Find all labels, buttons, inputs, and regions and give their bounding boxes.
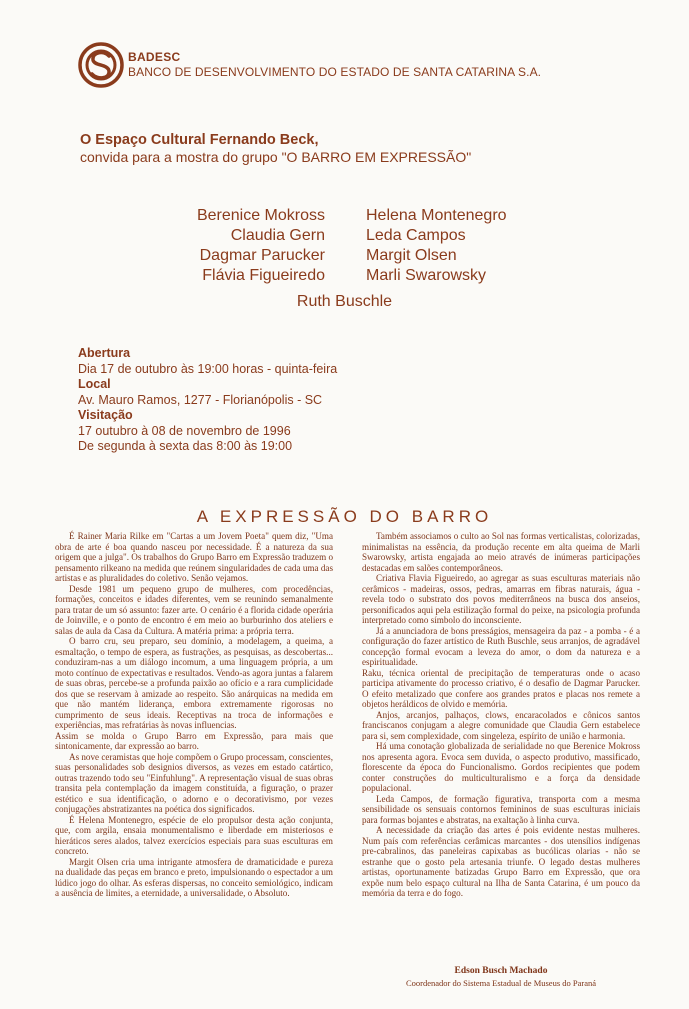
article-paragraph: Leda Campos, de formação figurativa, transporta com a mesma sensibilidade os sensuais contornos femininos de suas esculturas iniciais para formas bojantes e abstratas, na exaltação à linha curva. <box>362 793 640 825</box>
article-paragraph: Criativa Flavia Figueiredo, ao agregar as suas esculturas materiais não cerâmicos - madeiras, ossos, pedras, amarras em fibras naturais, água - revela todo o substrato dos povos mediterrâneos na busca dos anseios, personificados aqui pela estilização formal do peixe, na psicologia profunda interpretado como símbolo do inconsciente. <box>362 573 640 625</box>
article-paragraph: Anjos, arcanjos, palhaços, clows, encaracolados e cônicos santos franciscanos conjugam a alegre comunidade que Claudia Gern estabelece para si, sem complexidade, com singeleza, espírito de união e harmonia. <box>362 709 640 741</box>
artist-name: Dagmar Parucker <box>199 247 325 264</box>
artist-name: Claudia Gern <box>230 227 325 244</box>
badesc-logo-icon <box>78 42 124 88</box>
artist-name: Marli Swarowsky <box>366 267 487 284</box>
artist-name-center: Ruth Buschle <box>296 293 393 310</box>
article-title: A EXPRESSÃO DO BARRO <box>196 507 493 526</box>
bank-full-name: BANCO DE DESENVOLVIMENTO DO ESTADO DE SANTA CATARINA S.A. <box>128 65 542 79</box>
artist-name: Leda Campos <box>366 227 466 244</box>
article-paragraph: Margit Olsen cria uma intrigante atmosfera de dramaticidade e pureza na dualidade das peças em branco e preto, impulsionando o espectador a um lúdico jogo do olhar. As esferas dispersas, no conceito semiológico, indicam a ausência de limites, a eternidade, a universalidade, o Absoluto. <box>55 856 333 898</box>
abertura-heading: Abertura <box>78 346 131 360</box>
article-paragraph: A necessidade da criação das artes é pois evidente nestas mulheres. Num país com referências cerâmicas marcantes - dos utensílios indígenas pre-cabralinos, das paneleiras capixabas as bucólicas olarias - não se estranhe que o gosto pela artesania triunfe. O legado destas mulheres artistas, oportunamente batizadas Grupo Barro em Expressão, que ora expõe num belo espaço cultural na Ilha de Santa Catarina, é um pouco da memória da terra e do fogo. <box>362 825 640 898</box>
local-heading: Local <box>78 377 111 391</box>
invitation-line-1: O Espaço Cultural Fernando Beck, <box>80 132 319 148</box>
signature-name: Edson Busch Machado <box>454 966 548 976</box>
local-text: Av. Mauro Ramos, 1277 - Florianópolis - SC <box>78 392 323 407</box>
signature-role: Coordenador do Sistema Estadual de Museus do Paraná <box>405 978 597 988</box>
bank-short-name: BADESC <box>128 50 181 64</box>
article-paragraph: Desde 1981 um pequeno grupo de mulheres, com procedências, formações, conceitos e idades diferentes, vem se reunindo semanalmente para tratar de um só assunto: fazer arte. O cenário é a florida cidade operária de Joinville, e o ponto de encontro é em meio ao burburinho dos ateliers e salas de aula da Casa da Cultura. A matéria prima: a própria terra. <box>55 583 333 636</box>
article-paragraph: Raku, técnica oriental de precipitação de temperaturas onde o acaso participa ativamente do processo criativo, é o desafio de Dagmar Parucker. O efeito metalizado que confere aos grandes pratos e placas nos remete a objetos heráldicos de olvido e memória. <box>362 667 640 709</box>
artists-right-column <box>366 206 507 286</box>
article-paragraph: Também associamos o culto ao Sol nas formas verticalistas, colorizadas, minimalistas na essência, da produção recente em alta queima de Marli Swarowsky, artista engajada ao meio através de inúmeras participações destacadas em salões contemporâneos. <box>362 531 640 573</box>
visitacao-text-1: 17 outubro à 08 de novembro de 1996 <box>78 423 291 438</box>
article-paragraph: É Helena Montenegro, espécie de elo propulsor desta ação conjunta, que, com argila, ensaia monumentalismo e liberdade em misteriosos e hieráticos seres alados, talvez exercícios especiais para suas esculturas em concreto. <box>55 814 333 856</box>
event-info <box>78 346 337 455</box>
article-paragraph: O barro cru, seu preparo, seu domínio, a modelagem, a queima, a esmaltação, o tempo de espera, as fustrações, as pesquisas, as descobertas... conduziram-nas a um diálogo incomum, a uma linguagem própria, a um moto contínuo de expectativas e resultados. Vendo-as agora juntas a falarem de suas obras, percebe-se a profunda paixão ao ofício e a rara cumplicidade dos que se reservam à amizade ao respeito. São anárquicas na medida em que não mantém liderança, embora extremamente rigorosas no cumprimento de seus ideais. Receptivas na troca de informações e experiências, mas refratárias às novas influencias. <box>55 636 333 730</box>
artist-name: Helena Montenegro <box>366 207 507 224</box>
artist-name: Berenice Mokross <box>196 207 325 224</box>
article-paragraph: As nove ceramistas que hoje compõem o Grupo processam, conscientes, suas personalidades sob designios diversos, as vezes em estado catártico, outras trazendo todo seu "Einfuhlung". A representação visual de suas obras transita pela contemplação da imagem constituída, a figuração, o prazer estético e sua identificação, o adorno e o decorativismo, por vezes conjugações abstratizantes na poética dos significados. <box>55 751 333 814</box>
abertura-text: Dia 17 de outubro às 19:00 horas - quinta-feira <box>78 361 338 376</box>
article-paragraph: Assim se molda o Grupo Barro em Expressão, para mais que sintonicamente, dar expressão ao barro. <box>55 730 333 751</box>
visitacao-text-2: De segunda à sexta das 8:00 às 19:00 <box>78 439 293 453</box>
visitacao-heading: Visitação <box>78 408 133 422</box>
artists-left-column <box>197 206 325 286</box>
article-paragraph: Há uma conotação globalizada de serialidade no que Berenice Mokross nos apresenta agora. Evoca sem duvida, o aspecto produtivo, massificado, florescente da época do Funcionalismo. Gordos recipientes que podem conter construções do multiculturalismo e a força da densidade populacional. <box>362 741 640 793</box>
article-paragraph: Já a anunciadora de bons presságios, mensageira da paz - a pomba - é a configuração do fazer artístico de Ruth Buschle, seus arranjos, de agradável concepção formal evocam a leveza do amor, o dom da natureza e a espiritualidade. <box>362 625 640 667</box>
article-paragraph: É Rainer Maria Rilke em "Cartas a um Jovem Poeta" quem diz, "Uma obra de arte é boa quando nasceu por necessidade. É a natureza da sua origem que a julga". Os trabalhos do Grupo Barro em Expressão traduzem o pensamento rilkeano na medida que reúnem singularidades de cada uma das artistas e as pluralidades do coletivo. Senão vejamos. <box>55 531 333 583</box>
article-right-column <box>362 531 640 899</box>
article-left-column <box>55 531 333 899</box>
artist-name: Flávia Figueiredo <box>202 267 325 284</box>
invitation-line-2: convida para a mostra do grupo "O BARRO EM EXPRESSÃO" <box>80 149 472 165</box>
artist-name: Margit Olsen <box>366 247 457 264</box>
